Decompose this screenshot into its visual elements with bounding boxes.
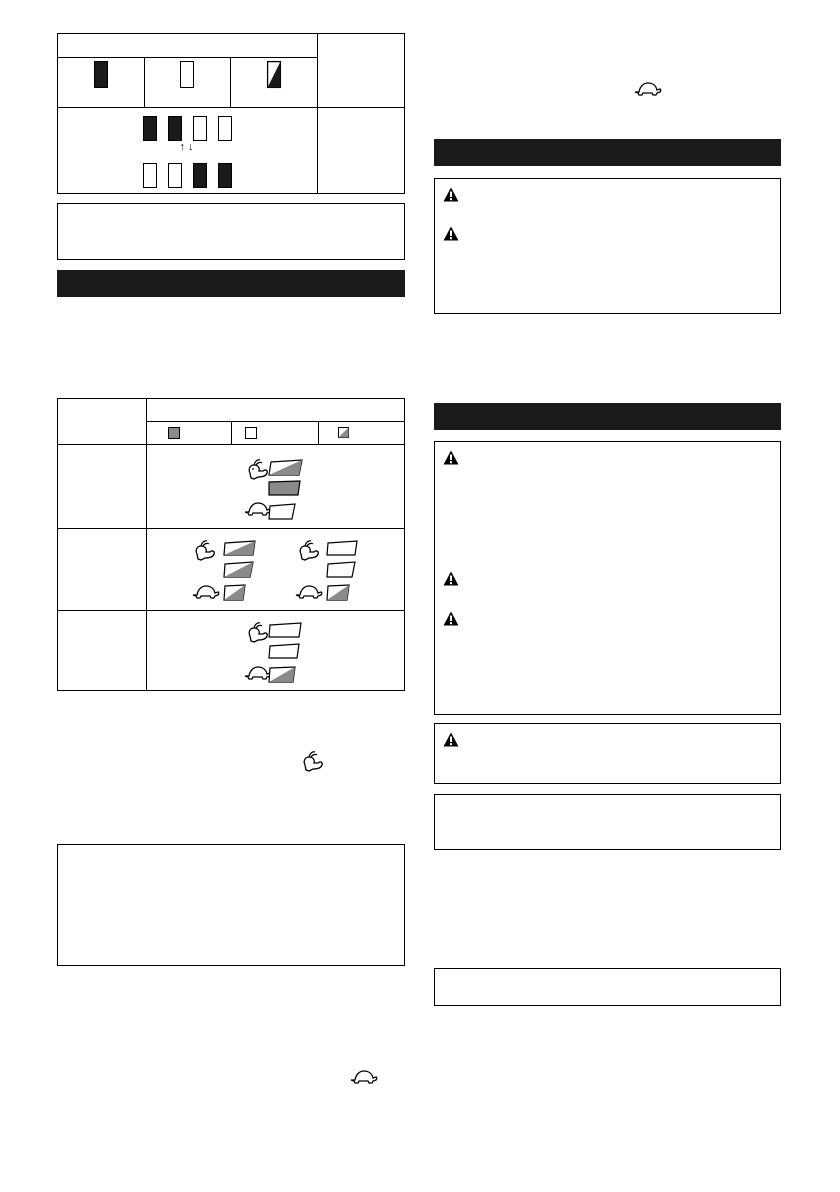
warning-triangle-icon — [443, 571, 459, 586]
indicator-table — [57, 33, 405, 194]
rabbit-icon — [301, 751, 325, 773]
rabbit-icon — [196, 541, 214, 560]
warning-triangle-icon — [443, 226, 459, 241]
rabbit-icon — [300, 541, 318, 560]
section-header-bar — [434, 403, 781, 430]
indicator-on — [143, 116, 157, 141]
legend-off-swatch — [245, 427, 257, 439]
indicator-off — [168, 163, 182, 188]
note-box — [434, 968, 781, 1006]
indicator-sequence-top — [143, 116, 243, 140]
rabbit-icon — [249, 623, 267, 642]
note-box — [57, 844, 405, 966]
indicator-off — [193, 116, 207, 141]
indicator-off — [269, 504, 295, 519]
warning-triangle-icon — [443, 732, 459, 747]
indicator-off — [218, 116, 232, 141]
indicator-on — [269, 481, 300, 495]
caution-box — [434, 178, 781, 314]
turtle-icon — [245, 503, 271, 515]
indicator-off — [180, 61, 194, 88]
mode-row-1 — [244, 457, 314, 523]
turtle-icon — [632, 80, 664, 98]
rabbit-icon — [249, 460, 267, 479]
indicator-on — [218, 163, 232, 188]
caution-box — [434, 723, 781, 784]
caution-box — [434, 441, 781, 715]
warning-triangle-icon — [443, 611, 459, 626]
indicator-blinking — [267, 61, 281, 88]
note-box — [57, 203, 405, 260]
indicator-on — [94, 61, 108, 88]
mode-table — [57, 398, 405, 691]
warning-triangle-icon — [443, 187, 459, 202]
section-header-bar — [434, 139, 781, 166]
indicator-on — [193, 163, 207, 188]
indicator-sequence-bottom — [143, 163, 243, 188]
mode-row-2 — [189, 539, 364, 605]
turtle-icon — [348, 1068, 380, 1086]
turtle-icon — [193, 586, 219, 598]
mode-row-3 — [244, 621, 314, 687]
warning-triangle-icon — [443, 450, 459, 465]
legend-on-swatch — [168, 427, 180, 439]
turtle-icon — [245, 667, 271, 679]
section-header-bar — [57, 270, 405, 297]
sequence-arrows: ↑↓ — [179, 141, 197, 153]
note-box — [434, 794, 781, 850]
legend-blinking-swatch — [338, 427, 349, 438]
indicator-off — [143, 163, 157, 188]
turtle-icon — [296, 586, 322, 598]
indicator-on — [168, 116, 182, 141]
